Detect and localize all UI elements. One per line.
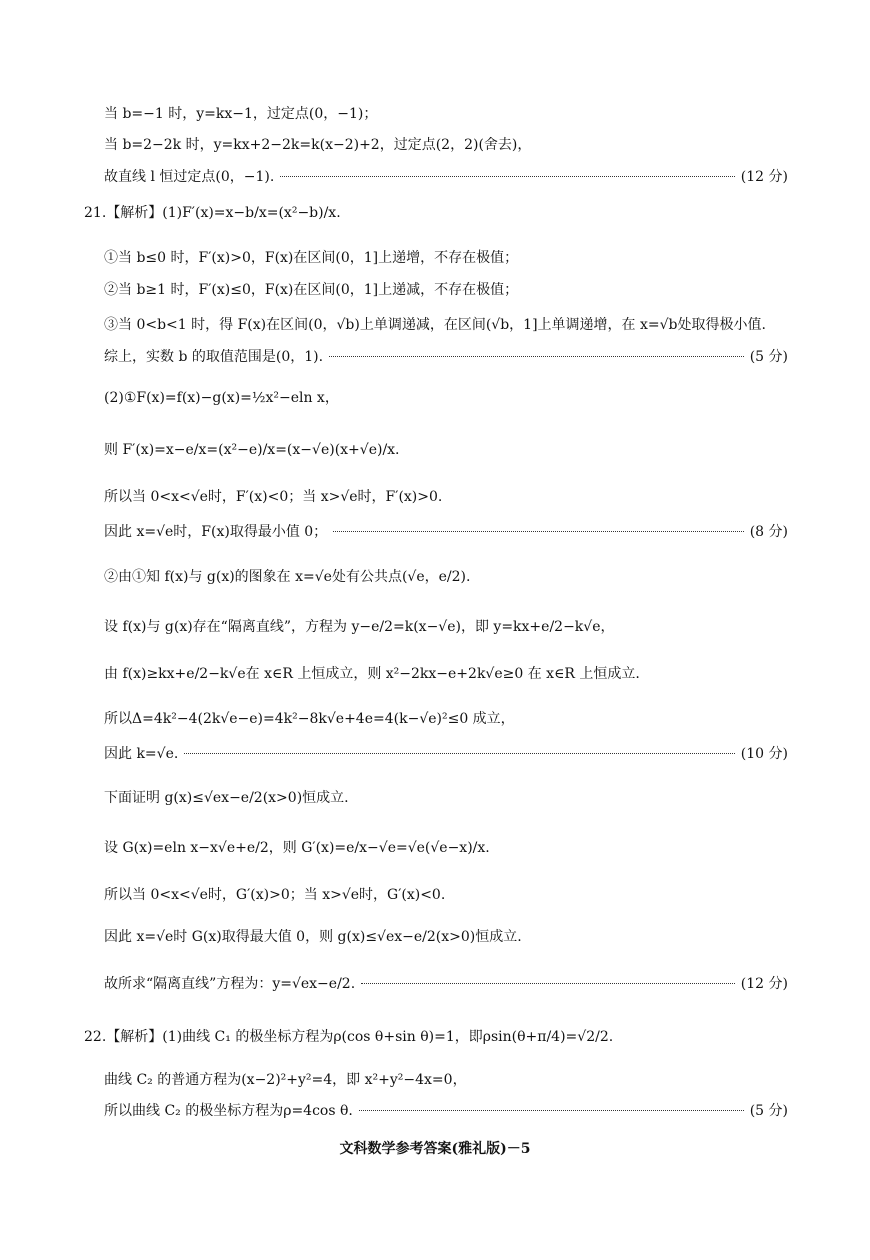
- text-line: [104, 248, 788, 268]
- text-line: [104, 974, 788, 994]
- line-text: 设 f(x)与 g(x)存在“隔离直线”，方程为 y−e/2=k(x−√e)，即 y=kx+e/2−k√e，: [104, 619, 615, 635]
- line-text: 则 F′(x)=x−e/x=(x²−e)/x=(x−√e)(x+√e)/x.: [104, 442, 400, 458]
- leader-dots: [184, 752, 734, 754]
- line-text: 曲线 C₂ 的普通方程为(x−2)²+y²=4，即 x²+y²−4x=0，: [104, 1072, 467, 1088]
- text-line: [104, 617, 788, 637]
- line-text: 所以Δ=4k²−4(2k√e−e)=4k²−8k√e+4e=4(k−√e)²≤0 成立，: [104, 711, 515, 727]
- line-text: (2)①F(x)=f(x)−g(x)=½x²−eln x，: [104, 390, 339, 406]
- leader-dots: [333, 530, 744, 532]
- leader-dots: [329, 355, 744, 357]
- score-mark: (5 分): [749, 349, 788, 365]
- line-text: ③当 0<b<1 时，得 F(x)在区间(0，√b)上单调递减，在区间(√b，1]上单调递增，在 x=√b处取得极小值.: [104, 317, 766, 333]
- page-footer: 文科数学参考答案(雅礼版)－5: [339, 1141, 531, 1157]
- line-text: 因此 x=√e时，F(x)取得最小值 0；: [104, 524, 328, 540]
- text-line: [84, 1027, 788, 1047]
- text-line: [104, 522, 788, 542]
- line-text: 21.【解析】(1)F′(x)=x−b/x=(x²−b)/x.: [84, 205, 341, 221]
- line-text: ②当 b≥1 时，F′(x)≤0，F(x)在区间(0，1]上递减，不存在极值；: [104, 282, 519, 298]
- line-text: 所以当 0<x<√e时，G′(x)>0；当 x>√e时，G′(x)<0.: [104, 887, 446, 903]
- text-line: [104, 885, 788, 905]
- text-line: [84, 203, 788, 223]
- score-mark: (8 分): [749, 524, 788, 540]
- text-line: [104, 744, 788, 764]
- text-line: [104, 135, 788, 155]
- text-line: [104, 1101, 788, 1121]
- score-mark: (12 分): [740, 169, 788, 185]
- line-text: 设 G(x)=eln x−x√e+e/2，则 G′(x)=e/x−√e=√e(√e−x)/x.: [104, 840, 490, 856]
- line-text: 当 b=2−2k 时，y=kx+2−2k=k(x−2)+2，过定点(2，2)(舍去)，: [104, 137, 532, 153]
- line-text: ②由①知 f(x)与 g(x)的图象在 x=√e处有公共点(√e，e/2).: [104, 569, 471, 585]
- line-text: 由 f(x)≥kx+e/2−k√e在 x∈R 上恒成立，则 x²−2kx−e+2k√e≥0 在 x∈R 上恒成立.: [104, 666, 640, 682]
- score-mark: (10 分): [740, 746, 788, 762]
- line-text: ①当 b≤0 时，F′(x)>0，F(x)在区间(0，1]上递增，不存在极值；: [104, 250, 519, 266]
- text-line: [104, 280, 788, 300]
- text-line: [104, 838, 788, 858]
- line-text: 当 b=−1 时，y=kx−1，过定点(0，−1)；: [104, 106, 378, 122]
- text-line: [104, 167, 788, 187]
- line-text: 因此 k=√e.: [104, 746, 179, 762]
- text-line: [104, 104, 788, 124]
- score-mark: (5 分): [749, 1103, 788, 1119]
- line-text: 所以曲线 C₂ 的极坐标方程为ρ=4cos θ.: [104, 1103, 353, 1119]
- leader-dots: [280, 175, 735, 177]
- line-text: 22.【解析】(1)曲线 C₁ 的极坐标方程为ρ(cos θ+sin θ)=1，即ρsin(θ+π/4)=√2/2.: [84, 1029, 614, 1045]
- score-mark: (12 分): [740, 976, 788, 992]
- text-line: [104, 487, 788, 507]
- text-line: [104, 709, 788, 729]
- text-line: [104, 927, 788, 947]
- text-line: [104, 347, 788, 367]
- text-line: [104, 440, 788, 460]
- leader-dots: [361, 982, 735, 984]
- text-line: [104, 664, 788, 684]
- line-text: 因此 x=√e时 G(x)取得最大值 0，则 g(x)≤√ex−e/2(x>0)恒成立.: [104, 929, 522, 945]
- line-text: 故直线 l 恒过定点(0，−1).: [104, 169, 275, 185]
- leader-dots: [359, 1109, 744, 1111]
- line-text: 综上，实数 b 的取值范围是(0，1).: [104, 349, 324, 365]
- text-line: [104, 388, 788, 408]
- text-line: [104, 567, 788, 587]
- text-line: [104, 788, 788, 808]
- text-line: [104, 315, 788, 335]
- line-text: 所以当 0<x<√e时，F′(x)<0；当 x>√e时，F′(x)>0.: [104, 489, 443, 505]
- text-line: [104, 1070, 788, 1090]
- line-text: 故所求“隔离直线”方程为：y=√ex−e/2.: [104, 976, 356, 992]
- line-text: 下面证明 g(x)≤√ex−e/2(x>0)恒成立.: [104, 790, 349, 806]
